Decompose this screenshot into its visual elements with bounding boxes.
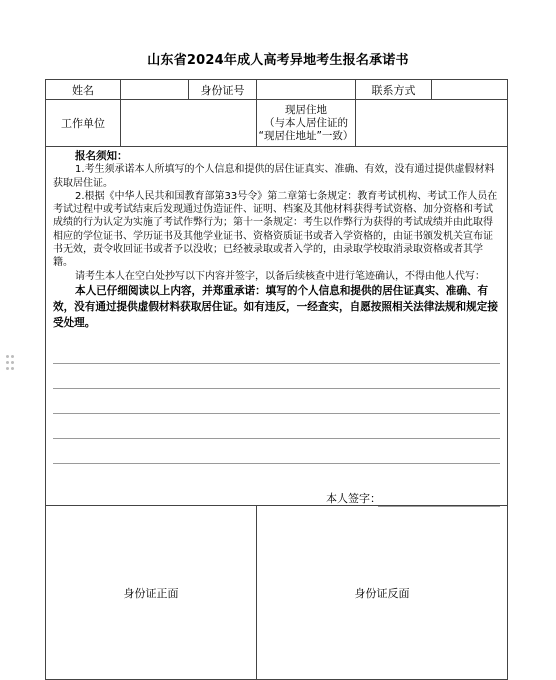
id-card-back-label: 身份证反面 (354, 586, 410, 600)
notice-item-1: 1.考生须承诺本人所填写的个人信息和提供的居住证真实、准确、有效，没有通过提供虚假材料获取居住证。 (53, 164, 495, 189)
notice-item-3: 请考生本人在空白处抄写以下内容并签字，以备后续核查中进行笔迹确认，不得由他人代写： (75, 270, 485, 282)
signature-label: 本人签字： (326, 492, 381, 505)
address-label (257, 100, 356, 147)
form-row-notice (46, 147, 508, 506)
work-unit-field[interactable] (121, 100, 257, 147)
notice-heading: 报名须知： (75, 150, 128, 162)
contact-field[interactable] (432, 80, 508, 100)
id-card-front-area[interactable] (46, 506, 257, 680)
address-label-line2: （与本人居住证的 (264, 116, 348, 129)
work-unit-label: 工作单位 (46, 100, 121, 147)
registration-form-table (45, 79, 508, 680)
id-number-label: 身份证号 (189, 80, 257, 100)
id-card-back-area[interactable] (257, 506, 508, 680)
id-card-front-label: 身份证正面 (123, 586, 179, 600)
form-row-personal (46, 80, 508, 100)
copy-line-5[interactable] (53, 463, 500, 464)
copy-line-3[interactable] (53, 413, 500, 414)
copy-line-4[interactable] (53, 438, 500, 439)
drag-handle-icon[interactable] (6, 355, 14, 371)
name-label: 姓名 (46, 80, 121, 100)
notice-section (46, 147, 508, 506)
name-field[interactable] (121, 80, 189, 100)
address-label-line1: 现居住地 (285, 103, 327, 116)
copy-line-2[interactable] (53, 388, 500, 389)
address-field[interactable] (356, 100, 508, 147)
commitment-text: 本人已仔细阅读以上内容，并郑重承诺：填写的个人信息和提供的居住证真实、准确、有效，没有通过提供虚假材料获取居住证。如有违反，一经查实，自愿按照相关法律法规和规定接受处理。 (53, 284, 498, 329)
form-row-id-photos (46, 506, 508, 680)
address-label-line3: “现居住地址”一致） (258, 129, 354, 142)
document-title: 山东省2024年成人高考异地考生报名承诺书 (147, 53, 409, 68)
signature-line[interactable] (378, 506, 500, 507)
form-row-work-address (46, 100, 508, 147)
contact-label: 联系方式 (356, 80, 432, 100)
notice-item-2: 2.根据《中华人民共和国教育部第33号令》第二章第七条规定：教育考试机构、考试工作人员在考试过程中或考试结束后发现通过伪造证件、证明、档案及其他材料获得考试资格、加分资格和考试成绩的行为认定为实施了考试作弊行为；第十一条规定：考生以作弊行为获得的考试成绩并由此取得相应的学位证书、学历证书及其他学业证书、资格资质证书或者入学资格的，由证书颁发机关宣布证书无效，责令收回证书或者予以没收；已经被录取或者入学的，由录取学校取消录取资格或者其学籍。 (53, 190, 498, 269)
id-number-field[interactable] (257, 80, 356, 100)
copy-line-1[interactable] (53, 363, 500, 364)
